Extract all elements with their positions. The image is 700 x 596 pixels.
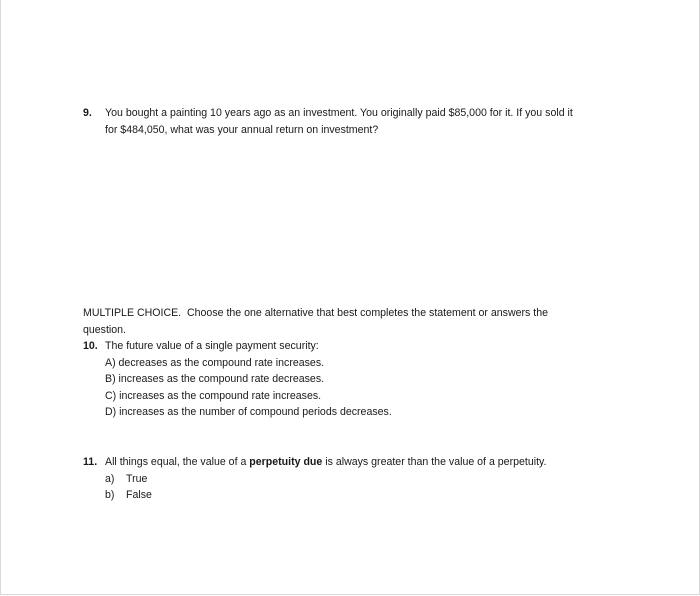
option-label: b) <box>105 489 115 501</box>
question-number: 9. <box>83 107 92 119</box>
question-9 <box>83 105 623 138</box>
question-10 <box>83 338 623 355</box>
question-number: 10. <box>83 340 98 352</box>
multiple-choice-section <box>83 305 623 421</box>
option-d: D) increases as the number of compound periods decreases. <box>105 406 392 418</box>
option-c: C) increases as the compound rate increases. <box>105 389 322 402</box>
instructions-line-2: question. <box>83 323 126 336</box>
question-stem: The future value of a single payment security: <box>105 340 319 352</box>
option-b: B) increases as the compound rate decreases. <box>105 373 325 385</box>
option-a: A) decreases as the compound rate increases. <box>105 356 325 369</box>
question-text-line-2: for $484,050, what was your annual return on investment? <box>105 123 379 136</box>
option-b <box>83 487 623 504</box>
option-text: False <box>126 489 152 501</box>
instructions-line-1: MULTIPLE CHOICE. Choose the one alternative that best completes the statement or answers the <box>83 307 548 319</box>
option-text: True <box>126 472 148 485</box>
question-11 <box>83 454 623 504</box>
stem-bold-term: perpetuity due <box>249 456 323 468</box>
stem-before: All things equal, the value of a <box>105 456 250 468</box>
question-number: 11. <box>83 456 98 468</box>
stem-after: is always greater than the value of a perpetuity. <box>322 456 547 468</box>
option-a <box>83 471 623 488</box>
question-stem <box>105 454 623 471</box>
question-text-line-1: You bought a painting 10 years ago as an investment. You originally paid $85,000 for it. If you sold it <box>105 107 573 119</box>
option-label: a) <box>105 472 115 485</box>
